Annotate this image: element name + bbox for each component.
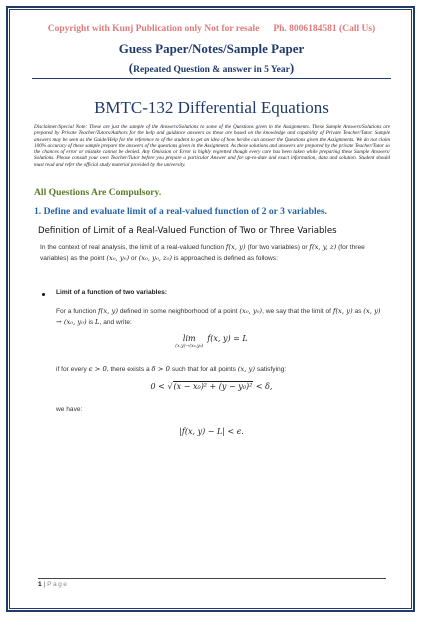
limit-formula: [0, 334, 423, 349]
compulsory-note: All Questions Are Compulsory.: [34, 187, 162, 198]
we-have-text: we have:: [56, 406, 83, 413]
limit-definition-paragraph: For a function f(x, y) defined in some neighborhood of a point (x₀, y₀), we say that the limit of f(x, y) as (x, y) → (x₀, y₀) is L, and write:: [56, 307, 381, 326]
footer-divider: [38, 578, 386, 579]
phone-number: Ph. 8006184581 (Call Us): [273, 24, 376, 34]
copyright-text: Copyright with Kunj Publication only Not for resale: [47, 24, 260, 34]
footer-separator: |: [43, 581, 46, 588]
radicand: (x − x₀)² + (y − y₀)²: [173, 382, 253, 391]
epsilon-delta-paragraph: if for every ϵ > 0, there exists a δ > 0 such that for all points (x, y) satisfying:: [56, 365, 287, 373]
bullet-heading: Limit of a function of two variables:: [56, 289, 167, 296]
distance-formula: 0 < √(x − x₀)² + (y − y₀)² < δ,: [150, 382, 273, 391]
limit-formula-body: f(x, y) = L: [207, 334, 248, 343]
lim-operator: lim: [182, 334, 196, 343]
sqrt-symbol: √: [167, 382, 173, 391]
epsilon-formula: |f(x, y) − L| < ϵ.: [179, 427, 244, 436]
header-divider: [32, 78, 391, 79]
page-footer: [38, 581, 68, 588]
lim-subscript: (x,y)→(x₀,y₀): [175, 344, 204, 349]
disclaimer-paragraph: Disclaimer/Special Note: These are just the sample of the Answers/Solutions to some of the Questions given in the Assignments. These Sample Answers/Solutions are prepared by Private Teacher/Tutors/Authors for the help and guidance answers as these are based on the knowledge and capability of Private Teacher/Tutor. Sample answers may be seen as the Guide/Help for the reference to of the student to get an idea of how he/she can answer the Questions given the Assignments. We do not claim 100% accuracy of these sample prepare the answers of the questions given in the Assignment. As these solutions and answers are prepared by the private Teacher/Tutor so the chances of error or mistake cannot be denied. Any Omission or Error is highly regretted though every care has been taken while preparing these Sample Answers/ Solutions. Please consult your own Teacher/Tutor before you prepare a particular Answer and for up-to-date and exact information, data and solution. Student should must read and refer the official study material provided by the university.: [34, 124, 390, 168]
course-title: BMTC-132 Differential Equations: [94, 98, 329, 117]
page-label: Page: [47, 581, 69, 588]
definition-heading: Definition of Limit of a Real-Valued Function of Two or Three Variables: [38, 226, 337, 236]
intro-paragraph: In the context of real analysis, the limit of a real-valued function f(x, y) (for two variables) or f(x, y, z) (for three variables) as the point (x₀, y₀) or (x₀, y₀, z₀) is approached is defined as follows:: [40, 243, 365, 262]
question-heading: 1. Define and evaluate limit of a real-valued function of 2 or 3 variables.: [34, 206, 328, 217]
copyright-notice: [0, 24, 423, 34]
page-number: 1: [38, 581, 42, 588]
bullet-dot: [42, 293, 45, 296]
document-header-title: Guess Paper/Notes/Sample Paper: [118, 41, 305, 56]
document-header-subtitle: (Repeated Question & answer in 5 Year): [128, 60, 295, 75]
